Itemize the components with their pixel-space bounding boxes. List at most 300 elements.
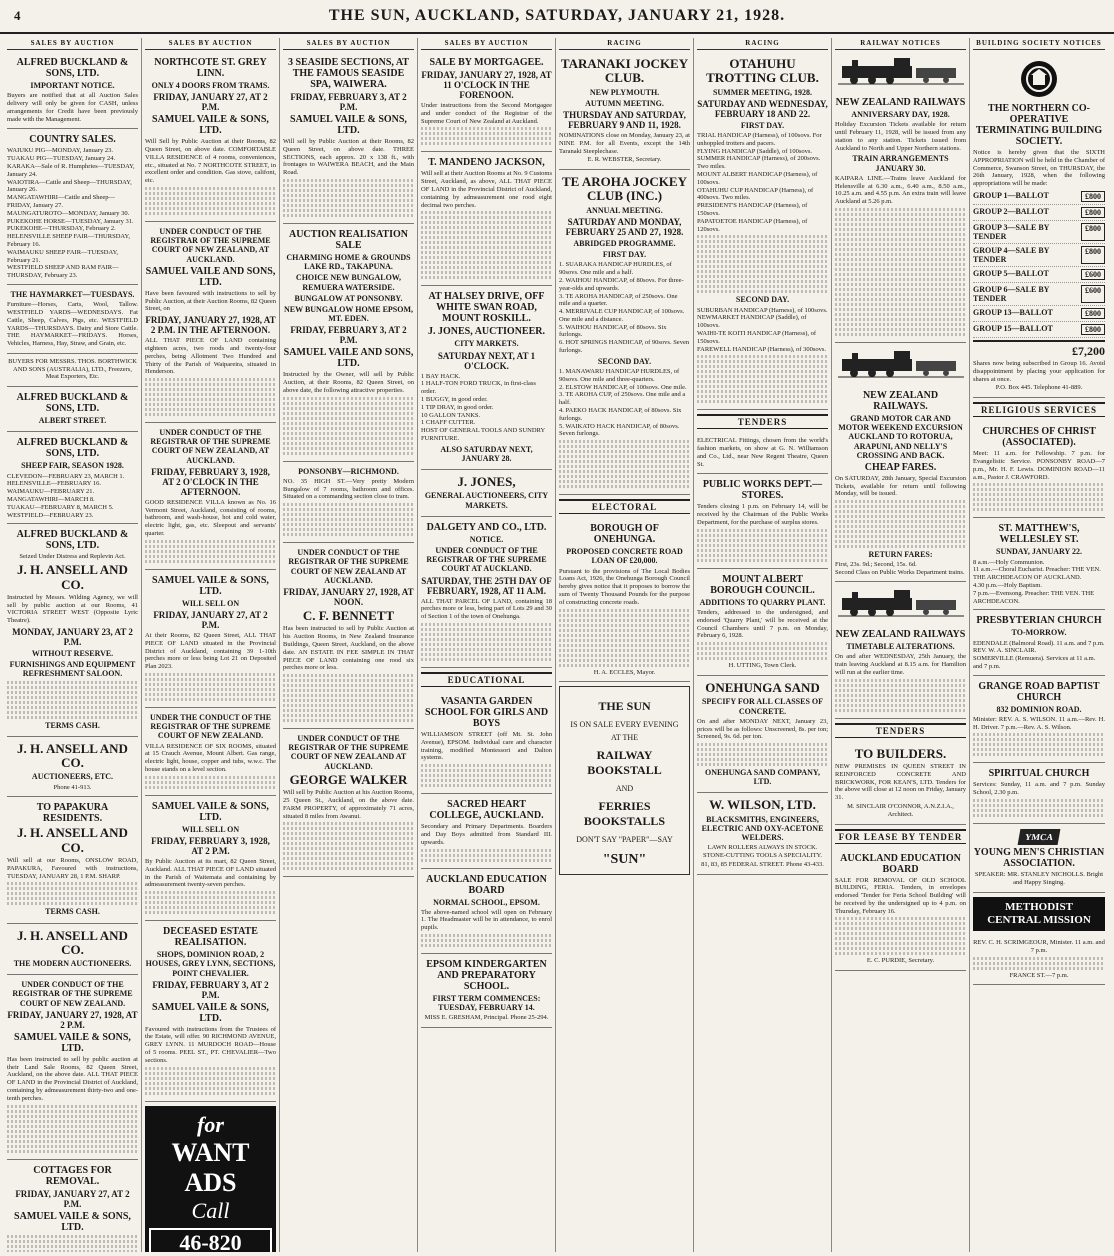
advert-body: NEW PREMISES IN QUEEN STREET IN REINFORCED CONCRETE AND BRICKWORK, FOR KEAN'S, LTD. Tenders for the above will close at 12 noon on Friday, January 31. xyxy=(835,762,966,802)
advert-body-2: Shares now being subscribed in Group 16. Avoid disappointment by placing your application for shares at once. xyxy=(973,359,1105,383)
column-5 xyxy=(556,38,694,1252)
advert-subtitle: SPECIFY FOR ALL CLASSES OF CONCRETE. xyxy=(701,697,824,716)
section-header-educational: EDUCATIONAL xyxy=(421,672,552,687)
column-header: SALES BY AUCTION xyxy=(7,38,138,50)
advert-subtitle-2: CHOICE NEW BUNGALOW, REMUERA WATERSIDE. xyxy=(295,273,402,292)
advert-feria-school xyxy=(835,848,966,972)
advert-title: THE HAYMARKET—TUESDAYS. xyxy=(10,289,135,299)
advert-subtitle-2: TRAIN ARRANGEMENTS JANUARY 30. xyxy=(852,154,949,173)
advert-body: Under instructions from the Second Mortgagee and under conduct of the Registrar of the Supreme Court of New Zealand at Auckland. xyxy=(421,102,552,125)
ballot-amount: £800 xyxy=(1081,308,1105,319)
advert-northern-building-society xyxy=(973,52,1105,398)
body-text-lines xyxy=(7,882,138,905)
advert-grange-road-baptist xyxy=(973,676,1105,764)
advert-subtitle: WILL SELL ON xyxy=(181,824,240,834)
advert-subtitle: NORMAL SCHOOL, EPSOM. xyxy=(433,897,540,907)
sale-list xyxy=(421,373,552,443)
auctioneer-name: T. MANDENO JACKSON, xyxy=(428,157,545,169)
list-item: MANGATAWHIRI—Cattle and Sheep—FRIDAY, January 27. xyxy=(7,194,115,209)
column-header: SALES BY AUCTION xyxy=(421,38,552,50)
advert-signature: E. R. WEBSTER, Secretary. xyxy=(587,156,662,164)
advert-body: ELECTRICAL Fittings, chosen from the world's fashion markets, on show at G. N. Williamson and Co., Ltd., near New Regent Theatre, Queen St. xyxy=(697,437,828,468)
advert-subtitle-4: NEW BUNGALOW HOME EPSOM, MT. EDEN. xyxy=(283,304,414,324)
column-2 xyxy=(142,38,280,1252)
advert-waiwera-sections xyxy=(283,52,414,224)
list-item: 1 BAY HACK. xyxy=(421,372,461,380)
advert-subtitle: GRAND MOTOR CAR AND MOTOR WEEKEND EXCURSION AUCKLAND TO ROTORUA, ARAPUNI, AND NELLY'S CROSSING AND BACK. xyxy=(838,413,963,460)
locomotive-icon xyxy=(838,56,964,86)
advert-body: By Public Auction at its mart, 82 Queen Street, Auckland. ALL THAT PIECE OF LAND situated in the Parish of Waitemata and containing by admeasurement twenty-seven perches. xyxy=(145,857,276,889)
advert-mortgagee-sale xyxy=(421,52,552,152)
sale-date: FRIDAY, FEBRUARY 3, AT 2 P.M. xyxy=(290,92,407,112)
advert-body: MISS E. GRESHAM, Principal. Phone 25-294. xyxy=(424,1014,549,1022)
list-item: 3. TE AROHA HANDICAP, of 250sovs. One mile and a quarter. xyxy=(559,292,678,308)
advert-subtitle: 832 DOMINION ROAD. xyxy=(996,704,1082,714)
ballot-amount: £800 xyxy=(1081,324,1105,335)
body-text-lines xyxy=(559,609,690,667)
advert-subtitle: ADDITIONS TO QUARRY PLANT. xyxy=(699,597,826,607)
sale-date: FRIDAY, JANUARY 27, AT 2 P.M. xyxy=(153,92,268,113)
ballot-row xyxy=(973,283,1105,306)
ballot-row xyxy=(973,205,1105,221)
train-illustration xyxy=(835,347,966,381)
race-list xyxy=(697,307,828,354)
advert-title: OTAHUHU TROTTING CLUB. xyxy=(706,56,819,86)
advert-henderson-land xyxy=(145,222,276,423)
column-3 xyxy=(280,38,418,1252)
column-header: RACING xyxy=(559,38,690,50)
advert-body: NO. 35 HIGH ST.—Very pretty Modern Bungalow of 7 rooms, bathroom and offices. Situated on a commanding section close to tram. xyxy=(283,477,414,501)
sale-date: FRIDAY, FEBRUARY 3, 1928, AT 2 P.M. xyxy=(151,835,270,856)
advert-vaile-lot xyxy=(145,570,276,708)
body-text-lines xyxy=(283,503,414,536)
advert-subtitle: CHARMING HOME & GROUNDS LAKE RD., TAKAPUNA. xyxy=(286,252,411,272)
sun-line: AT THE xyxy=(610,733,639,743)
list-item: 3. TE AROHA CUP, of 250sovs. One mile and a half. xyxy=(559,391,686,407)
list-item: HOST OF GENERAL TOOLS AND SUNDRY FURNITURE. xyxy=(421,427,545,442)
ballot-label: GROUP 6—SALE BY TENDER xyxy=(973,284,1050,303)
advert-title: TARANAKI JOCKEY CLUB. xyxy=(560,56,689,86)
race-day-heading: SECOND DAY. xyxy=(735,295,790,305)
list-item: 1. SUARAKA HANDICAP HURDLES, of 90sovs. One mile and a half. xyxy=(559,261,672,277)
section-header-religious: RELIGIOUS SERVICES xyxy=(973,402,1105,417)
list-item: WAIOTIRA—Cattle and Sheep—THURSDAY, January 26. xyxy=(7,178,132,194)
list-item: TUAKAU—FEBRUARY 8, MARCH 5. xyxy=(7,503,114,511)
list-item: First, 23s. 9d.; Second, 15s. 6d. xyxy=(835,561,917,569)
list-item: 1 TIP DRAY, in good order. xyxy=(421,403,494,411)
advert-body: Tenders closing 1 p.m. on February 14, will be received by the Chairman of the Public Works Department, for the purchase of surplus stores. xyxy=(697,503,828,527)
advert-title: MOUNT ALBERT BOROUGH COUNCIL. xyxy=(710,573,815,596)
advert-ponsonby xyxy=(283,462,414,544)
advert-taranaki-jockey xyxy=(559,52,690,170)
sale-date: FRIDAY, FEBRUARY 3, AT 2 P.M. xyxy=(152,979,269,1000)
auctioneer-name: J. JONES, AUCTIONEER. xyxy=(428,326,545,338)
sale-goods: FURNISHINGS AND EQUIPMENT REFRESHMENT SALOON. xyxy=(9,660,136,679)
advert-public-works xyxy=(697,474,828,568)
auctioneer-name: SAMUEL VAILE & SONS, LTD. xyxy=(152,800,269,823)
advert-title: ST. MATTHEW'S, WELLESLEY ST. xyxy=(998,523,1080,546)
list-item: TRIAL HANDICAP (Harness), of 100sovs. For unhoppled trotters and pacers. xyxy=(697,131,822,147)
advert-body: Holiday Excursion Tickets available for return until February 11, 1928, will be issued from any station to any station. Tickets issued from Auckland to North and Upper Northern stations. xyxy=(835,121,966,152)
advert-body: ALL THAT PARCEL OF LAND, containing 18 perches more or less, being part of Lots 29 and 30 of Section 1 of the town of Onehunga. xyxy=(421,597,552,621)
list-item: WAIUKU PIG—MONDAY, January 23. xyxy=(7,147,113,155)
advert-title: NEW ZEALAND RAILWAYS. xyxy=(862,389,939,412)
advert-signature: FRANCE ST.—7 p.m. xyxy=(1009,971,1069,979)
advert-registrar-sale xyxy=(7,975,138,1159)
advert-subtitle: PROPOSED CONCRETE ROAD LOAN OF £20,000. xyxy=(566,547,683,566)
advert-title: SALE BY MORTGAGEE. xyxy=(429,57,544,68)
auctioneer-name: GEORGE WALKER xyxy=(289,771,408,787)
advert-sacred-heart xyxy=(421,794,552,868)
advert-country-sales xyxy=(7,129,138,285)
list-item: 1 BUGGY, in good order. xyxy=(421,395,488,403)
column-4 xyxy=(418,38,556,1252)
list-item: FAREWELL HANDICAP (Harness), of 300sovs. xyxy=(697,345,827,353)
train-illustration xyxy=(835,54,966,88)
advert-address: P.O. Box 445. Telephone 41-889. xyxy=(995,384,1083,392)
advert-title: NORTHCOTE ST. GREY LINN. xyxy=(154,57,267,79)
advert-body: Pursuant to the provisions of The Local Bodies Loans Act, 1926, the Onehunga Borough Council hereby gives notice that it proposes to borrow the sum of Twenty Thousand Pounds for the purpose of constructing concrete roads. xyxy=(559,567,690,606)
ballot-label: GROUP 4—SALE BY TENDER xyxy=(973,245,1050,264)
list-item: Second Class on Public Works Department trains. xyxy=(835,569,965,577)
auctioneer-name: J. H. ANSELL AND CO. xyxy=(17,927,128,957)
body-text-lines xyxy=(283,822,414,870)
advert-title: TE AROHA JOCKEY CLUB (INC.) xyxy=(562,174,687,204)
advert-title: 3 SEASIDE SECTIONS, AT THE FAMOUS SEASIDE SPA, WAIWERA. xyxy=(288,57,409,90)
advert-halsey-drive xyxy=(421,286,552,470)
list-item: WAIMAUKU SHEEP FAIR—TUESDAY, February 21. xyxy=(7,248,119,264)
list-item: EDENDALE (Balmoral Road). 11 a.m. and 7 p.m. REV. W. A. SINCLAIR. xyxy=(973,639,1105,655)
ballot-row xyxy=(973,244,1105,267)
advert-title: COUNTRY SALES. xyxy=(29,134,116,146)
list-item: 4. MERRIVALE CUP HANDICAP, of 100sovs. One mile and a distance. xyxy=(559,308,685,323)
advert-cottages xyxy=(7,1160,138,1252)
auctioneer-name: SAMUEL VAILE & SONS, LTD. xyxy=(152,574,269,597)
advert-subtitle: NOTICE. xyxy=(469,534,504,544)
body-text-lines xyxy=(283,179,414,217)
sale-terms: TERMS CASH. xyxy=(45,720,100,730)
advert-body: VILLA RESIDENCE OF SIX ROOMS, situated at 15 Crauch Avenue, Mount Albert. Gas range, electric light, house, copper and tubs, w.w.c. The house stands on a level section. xyxy=(145,742,276,773)
list-item: 4.30 p.m.—Holy Baptism. xyxy=(973,581,1042,589)
race-list xyxy=(559,261,690,355)
list-item: PUKEKOHE—THURSDAY, February 2. xyxy=(7,225,116,233)
race-list xyxy=(559,368,690,438)
section-header-tenders: TENDERS xyxy=(697,414,828,429)
advert-title: TO PAPAKURA RESIDENTS. xyxy=(36,802,109,825)
ballot-total: £7,200 xyxy=(973,340,1105,359)
advert-body: On and after MONDAY NEXT, January 23, prices will be as follows: Unscreened, 8s. per ton; Screened, 9s. 6d. per ton. xyxy=(697,717,828,741)
column-6 xyxy=(694,38,832,1252)
advert-subtitle: FIRST TERM COMMENCES: TUESDAY, FEBRUARY 14. xyxy=(432,994,541,1013)
advert-body: Instructed by Messrs. Wilding Agency, we will sell by public auction at our Rooms, 41 VICTORIA STREET WEST (Opposite Lyric Theatre). xyxy=(7,593,138,625)
list-item: PRESIDENT'S HANDICAP (Harness), of 150sovs. xyxy=(697,202,808,217)
body-text-lines xyxy=(145,378,276,416)
advert-epsom-kindergarten xyxy=(421,954,552,1028)
advert-body: Tenders, addressed to the undersigned, and endorsed 'Quarry Plant,' will be received at the Council Chambers until 7 p.m. on Monday, February 6, 1928. xyxy=(697,609,828,640)
advert-churches-of-christ xyxy=(973,421,1105,518)
body-text-lines xyxy=(145,673,276,701)
list-item: CLEVEDON—FEBRUARY 23, MARCH 1. xyxy=(7,472,125,480)
advert-body: Has been instructed to sell by public auction at their Land Sale Rooms, 82 Queen Street, Auckland, on the above date. ALL THAT PIECE OF LAND in the Provincial District of Auckland, containing by admeasurement thirty-two and one-tenth perches. xyxy=(7,1055,138,1102)
society-logo xyxy=(973,59,1105,99)
advert-body: Will sell by Public Auction at his Auction Rooms, 25 Queen St., Auckland, on the above date. FARM PROPERTY, of approximately 71 acres, situated 8 miles from Awanui. xyxy=(283,789,414,820)
advert-title: UNDER THE CONDUCT OF THE REGISTRAR OF THE SUPREME COURT OF NEW ZEALAND. xyxy=(149,713,272,741)
advert-title: UNDER CONDUCT OF THE REGISTRAR OF THE SUPREME COURT OF NEW ZEALAND AT AUCKLAND. xyxy=(288,548,409,585)
advert-title: NEW ZEALAND RAILWAYS xyxy=(835,629,966,641)
ballot-row xyxy=(973,267,1105,283)
locomotive-icon xyxy=(838,588,964,618)
advert-realisation-sale xyxy=(283,224,414,462)
advert-bennett-sale xyxy=(283,543,414,729)
advert-jones xyxy=(421,470,552,517)
advert-subtitle-2: AUTUMN MEETING. xyxy=(585,98,664,108)
advert-body: Meet: 11 a.m. for Fellowship. 7 p.m. for Evangelistic Service. PONSONBY ROAD—7 p.m., Mr. H. F. Lewis. DOMINION ROAD—11 a.m., Pastor J. CRAWFORD. xyxy=(973,450,1105,481)
company-name: ONEHUNGA SAND COMPANY, LTD. xyxy=(705,768,820,787)
sun-line: DON'T SAY "PAPER"—SAY xyxy=(576,835,673,845)
advert-body: The above-named school will open on February 1. The Headmaster will be in attendance, to enrol pupils. xyxy=(421,908,552,932)
advert-body: At their Rooms, 82 Queen Street, ALL THAT PIECE OF LAND situated in the Provincial District of Auckland, containing 39 1-10th perches more or less being Lot 21 on Deposited Plan 2023. xyxy=(145,632,276,671)
advert-body: Notice is hereby given that the SIXTH APPROPRIATION will be held in the Chamber of Commerce, Swanson Street, on THURSDAY, the 26th January, 1928, when the following appropriations will be made: xyxy=(973,149,1105,188)
sale-list xyxy=(7,147,138,280)
column-header: BUILDING SOCIETY NOTICES xyxy=(973,38,1105,50)
auctioneer-name: SAMUEL VAILE & SONS, LTD. xyxy=(152,114,269,137)
advert-body: SALE FOR REMOVAL OF OLD SCHOOL BUILDING, FERIA. Tenders, in envelopes endorsed 'Tender for Feria School Building' will be received by the undersigned up to 4 p.m. on Thursday, February 16. xyxy=(835,876,966,915)
list-item: PUKEKOHE HORSE—TUESDAY, January 31. xyxy=(7,217,134,225)
auctioneer-name: J. H. ANSELL AND CO. xyxy=(17,825,128,855)
advert-subtitle-2: ABRIDGED PROGRAMME. xyxy=(573,238,676,248)
advert-body: On SATURDAY, 28th January, Special Excursion Tickets, available for return until following Monday, will be issued. xyxy=(835,474,966,498)
list-item: WAIMAUKU—FEBRUARY 21. xyxy=(7,488,95,496)
advert-buckland-notice xyxy=(7,52,138,129)
locomotive-icon xyxy=(838,349,964,379)
sale-date: SATURDAY NEXT, AT 1 O'CLOCK. xyxy=(437,350,536,371)
column-header: RAILWAY NOTICES xyxy=(835,38,966,50)
body-text-lines xyxy=(421,849,552,862)
advert-presbyterian xyxy=(973,610,1105,675)
list-item: 1 CHAFF CUTTER. xyxy=(421,419,476,427)
list-item: 4. PAEKO HACK HANDICAP, of 80sovs. Six furlongs. xyxy=(559,407,682,422)
service-list xyxy=(973,559,1105,606)
sale-date: FRIDAY, JANUARY 27, 1928, AT NOON. xyxy=(283,587,414,608)
sale-date: MONDAY, JANUARY 23, AT 2 P.M. xyxy=(12,627,133,648)
advert-body: Minister: REV. A. S. WILSON. 11 a.m.—Rev. H. H. Driver. 7 p.m.—Rev. A. S. Wilson. xyxy=(973,715,1105,731)
advert-title: AUCKLAND EDUCATION BOARD xyxy=(426,873,547,896)
advert-body: Secondary and Primary Departments. Boarders and Day Boys admitted from Standard III. upwards. xyxy=(421,823,552,846)
want-ads-title: WANT ADS xyxy=(171,1137,250,1197)
phone-number: Phone 41-913. xyxy=(53,783,92,791)
sale-date: FRIDAY, JANUARY 27, 1928, AT 2 P.M. xyxy=(7,1009,138,1030)
body-text-lines xyxy=(145,1067,276,1095)
want-ads-advert xyxy=(145,1106,276,1252)
sale-date: FRIDAY, JANUARY 27, AT 2 P.M. xyxy=(153,610,268,631)
advert-body-2: KAIPARA LINE.—Trains leave Auckland for Helensville at 6.30 a.m., 6.40 a.m., 8.50 a.m., 10.25 a.m. and 4.55 p.m. An extra train will leave Auckland at 5.26 p.m. xyxy=(835,174,966,206)
advert-onehunga-loan xyxy=(559,518,690,682)
list-item: 6. HOT SPRINGS HANDICAP, of 90sovs. Seven furlongs. xyxy=(559,339,690,355)
advert-electrical-fittings xyxy=(697,433,828,474)
body-text-lines xyxy=(421,764,552,787)
list-item: HELENSVILLE SHEEP FAIR—THURSDAY, February 16. xyxy=(7,233,130,248)
advert-body: Instructed by the Owner, will sell by Public Auction, at their Rooms, 82 Queen Street, on above date, the following attractive properties. xyxy=(283,371,414,394)
ballot-amount: £800 xyxy=(1081,246,1105,264)
advert-otahuhu-trotting xyxy=(697,52,828,410)
advert-body: LAWN ROLLERS ALWAYS IN STOCK. STONE-CUTTING TOOLS A SPECIALITY. xyxy=(702,844,823,860)
advert-body: GOOD RESIDENCE VILLA known as No. 16 Vermont Street, Auckland, consisting of rooms, bathroom, and wash-house, hot and cold water, electric light, gas, etc. Sleepout and servants' quarter. xyxy=(145,498,276,538)
advert-waitemata-land xyxy=(145,796,276,921)
sale-date: FRIDAY, FEBRUARY 3, AT 2 P.M. xyxy=(290,325,407,346)
ballot-amount: £600 xyxy=(1081,269,1105,280)
ballot-label: GROUP 13—BALLOT xyxy=(973,307,1053,317)
advert-address: 81, 83, 85 FEDERAL STREET. Phone 43-433. xyxy=(701,860,824,868)
ballot-label: GROUP 1—BALLOT xyxy=(973,190,1049,200)
list-item: 2. WAIHOU HANDICAP, of 80sovs. For three-year-olds and upwards. xyxy=(559,276,684,292)
list-item: 8 a.m.—Holy Communion. xyxy=(973,558,1045,566)
list-item: 11 a.m.—Choral Eucharist. Preacher: THE VEN. THE ARCHDEACON OF AUCKLAND. xyxy=(973,566,1101,582)
advert-northcote xyxy=(145,52,276,222)
advert-subtitle: SHOPS, DOMINION ROAD, 2 HOUSES, GREY LYNN, SECTIONS, POINT CHEVALIER. xyxy=(145,950,276,978)
advert-ansell-distress xyxy=(7,524,138,736)
section-header-electoral: ELECTORAL xyxy=(559,499,690,514)
advert-title: AUCKLAND EDUCATION BOARD xyxy=(840,852,961,875)
advert-title: SPIRITUAL CHURCH xyxy=(988,768,1090,780)
advert-subtitle: GENERAL AUCTIONEERS, CITY MARKETS. xyxy=(424,491,549,510)
advert-vermont-street xyxy=(145,423,276,570)
page-number: 4 xyxy=(14,8,21,23)
advert-body: Will sell at our Rooms, ONSLOW ROAD, PAPAKURA, Favoured with instructions, TUESDAY, JANUARY 28, 1 P.M. SHARP. xyxy=(7,856,138,880)
advert-subtitle: SHEEP FAIR, SEASON 1928. xyxy=(21,461,124,471)
auctioneer-name: SAMUEL VAILE & SONS, LTD. xyxy=(14,1031,131,1054)
sun-line: "SUN" xyxy=(602,852,647,868)
advert-title: THE NORTHERN CO-OPERATIVE TERMINATING BUILDING SOCIETY. xyxy=(975,103,1103,147)
advert-subtitle: Seized Under Distress and Replevin Act. xyxy=(19,553,126,561)
auctioneer-name: SAMUEL VAILE & SONS, LTD. xyxy=(290,114,407,136)
want-ads-for: for xyxy=(197,1111,224,1137)
auctioneer-name: SAMUEL VAILE & SONS, LTD. xyxy=(152,1001,269,1024)
advert-title: AUCTION REALISATION SALE xyxy=(288,228,408,251)
list-item: 5. WAIHOU HANDICAP, of 80sovs. Six furlongs. xyxy=(559,323,667,339)
ballot-row xyxy=(973,221,1105,244)
ballot-amount: £600 xyxy=(1081,285,1105,303)
body-text-lines xyxy=(973,483,1105,511)
methodist-mission-banner: METHODIST CENTRAL MISSION xyxy=(973,897,1105,931)
advert-signature: E. C. PURDIE, Secretary. xyxy=(866,957,935,965)
advert-dalgety xyxy=(421,517,552,668)
ballot-row xyxy=(973,322,1105,338)
newspaper-title: THE SUN, AUCKLAND, SATURDAY, JANUARY 21, 1928. xyxy=(328,7,786,24)
ballot-label: GROUP 3—SALE BY TENDER xyxy=(973,222,1050,241)
page-columns xyxy=(4,38,1110,1252)
list-item: 2. ELSTOW HANDICAP, of 100sovs. One mile. xyxy=(559,383,687,391)
sale-date: FRIDAY, JANUARY 27, 1928, AT 11 O'CLOCK IN THE FORENOON. xyxy=(421,70,552,100)
auctioneer-name: C. F. BENNETT xyxy=(302,608,395,624)
advert-title: COTTAGES FOR REMOVAL. xyxy=(33,1164,112,1187)
body-text-lines xyxy=(145,891,276,914)
body-text-lines xyxy=(697,529,828,562)
auctioneer-name: J. JONES, xyxy=(457,474,516,490)
advert-subtitle: NEW PLYMOUTH. xyxy=(589,87,660,97)
advert-subtitle: WILL SELL ON xyxy=(181,598,240,608)
list-item: HELENSVILLE—FEBRUARY 16. xyxy=(7,480,102,488)
advert-title: EPSOM KINDERGARTEN AND PREPARATORY SCHOOL. xyxy=(426,959,547,993)
advert-subtitle: THE MODERN AUCTIONEERS. xyxy=(13,959,132,969)
list-item: 1 HALF-TON FORD TRUCK, in first-class order. xyxy=(421,380,536,396)
advert-title: BOROUGH OF ONEHUNGA. xyxy=(590,523,659,546)
list-item: 10 GALLON TANKS. xyxy=(421,411,481,419)
advert-methodist-mission xyxy=(973,935,1105,985)
sale-date: FRIDAY, JANUARY 27, 1928, AT 2 P.M. IN THE AFTERNOON. xyxy=(145,315,276,336)
advert-subtitle: BLACKSMITHS, ENGINEERS, ELECTRIC AND OXY-ACETONE WELDERS. xyxy=(701,814,824,843)
advert-title: ALFRED BUCKLAND & SONS, LTD. xyxy=(16,529,129,552)
advert-subtitle: SUMMER MEETING, 1928. xyxy=(712,87,813,97)
body-text-lines xyxy=(835,917,966,955)
advert-signature: M. SINCLAIR O'CONNOR, A.N.Z.I.A., Architect. xyxy=(847,802,954,818)
sale-date: SATURDAY, THE 25TH DAY OF FEBRUARY, 1928, AT 11 A.M. xyxy=(421,575,552,596)
advert-body: NOMINATIONS close on Monday, January 23, at NINE P.M. for all Events, except the 14th Taranaki Steeplechase. xyxy=(559,131,690,155)
ballot-amount: £800 xyxy=(1081,207,1105,218)
advert-title: ALFRED BUCKLAND & SONS, LTD. xyxy=(16,57,129,79)
advert-title: AT HALSEY DRIVE, OFF WHITE SWAN ROAD, MOUNT ROSKILL. xyxy=(428,291,545,325)
advert-te-aroha-jockey xyxy=(559,170,690,495)
list-item: SUMMER HANDICAP (Harness), of 200sovs. Two miles. xyxy=(697,155,821,171)
advert-subtitle-2: CHEAP FARES. xyxy=(864,461,937,473)
meeting-date: SATURDAY AND MONDAY, FEBRUARY 25 AND 27, 1928. xyxy=(565,216,684,237)
body-text-lines xyxy=(7,1235,138,1252)
advert-title: ONEHUNGA SAND xyxy=(705,680,820,696)
advert-to-builders xyxy=(835,742,966,825)
auctioneer-name: DALGETY AND CO., LTD. xyxy=(426,521,547,533)
advert-body: Buyers are notified that at all Auction Sales delivery will only be given for CASH, unless arrangements for Credit have been previously made with the Management. xyxy=(7,92,138,123)
advert-title: SACRED HEART COLLEGE, AUCKLAND. xyxy=(429,799,544,822)
advert-title: UNDER CONDUCT OF THE REGISTRAR OF THE SUPREME COURT OF NEW ZEALAND, AT AUCKLAND. xyxy=(150,428,271,465)
sale-date: FRIDAY, JANUARY 27, AT 2 P.M. xyxy=(15,1188,130,1209)
list-item: WAIHI-TE KOITI HANDICAP (Harness), of 150sovs. xyxy=(697,329,817,345)
advert-title: ALFRED BUCKLAND & SONS, LTD. xyxy=(16,437,129,460)
ballot-amount: £800 xyxy=(1081,191,1105,202)
advert-body: Furniture—Horses, Carts, Wool, Tallow. WESTFIELD YARDS—WEDNESDAYS. Fat Cattle, Sheep, Calves, Pigs, etc. WESTFIELD YARDS—THURSDAYS. Dairy and Store Cattle. THE HAYMARKET—FRIDAYS. Horses, Vehicles, Harness, Hay, Straw, and Grain, etc. xyxy=(7,301,138,348)
body-text-lines xyxy=(697,235,828,293)
column-7 xyxy=(832,38,970,1252)
advert-mandeno-jackson xyxy=(421,152,552,286)
body-text-lines xyxy=(835,679,966,712)
body-text-lines xyxy=(421,211,552,279)
section-header-tenders: TENDERS xyxy=(835,723,966,738)
advert-title: UNDER CONDUCT OF THE REGISTRAR OF THE SUPREME COURT OF NEW ZEALAND. xyxy=(12,980,133,1008)
advert-subtitle: PONSONBY—RICHMOND. xyxy=(298,466,399,476)
advert-body: Will Sell by Public Auction at their Rooms, 82 Queen Street, on above date. COMFORTABLE VILLA RESIDENCE of 4 rooms, conveniences, etc., situated at No. 7 NORTHCOTE STREET, in excellent order and condition. Gas stove, califont, etc. xyxy=(145,138,276,185)
advert-subtitle: ANNIVERSARY DAY, 1928. xyxy=(851,110,950,119)
body-text-lines xyxy=(145,776,276,789)
body-text-lines xyxy=(697,743,828,766)
column-header: SALES BY AUCTION xyxy=(283,38,414,50)
ballot-row xyxy=(973,306,1105,322)
sale-list xyxy=(7,473,138,520)
column-header: RACING xyxy=(697,38,828,50)
advert-mount-albert-villa xyxy=(145,708,276,796)
advert-signature: H. UTTING, Town Clerk. xyxy=(728,662,797,670)
advert-title: UNDER CONDUCT OF THE REGISTRAR OF THE SUPREME COURT OF NEW ZEALAND, AT AUCKLAND. xyxy=(150,226,271,264)
advert-title: PRESBYTERIAN CHURCH xyxy=(976,615,1102,627)
sun-line: RAILWAY BOOKSTALL xyxy=(587,748,662,778)
list-item: WESTFIELD—FEBRUARY 23. xyxy=(7,511,94,519)
advert-body-2: ALL THAT PIECE OF LAND containing eighteen acres, two roods and twenty-four perches, being Allotment Two Hundred and Thirty of the Parish of Waipareira, situated in Henderson. xyxy=(145,337,276,376)
advert-title: YOUNG MEN'S CHRISTIAN ASSOCIATION. xyxy=(973,847,1105,870)
body-text-lines xyxy=(973,733,1105,756)
sale-date-2: ALSO SATURDAY NEXT, JANUARY 28. xyxy=(440,444,533,463)
advert-haymarket xyxy=(7,285,138,354)
list-item: MAUNGATUROTO—MONDAY, January 30. xyxy=(7,209,130,217)
advert-vasanta-school xyxy=(421,691,552,794)
advert-timetable xyxy=(835,624,966,719)
advert-wilson-blacksmiths xyxy=(697,793,828,874)
